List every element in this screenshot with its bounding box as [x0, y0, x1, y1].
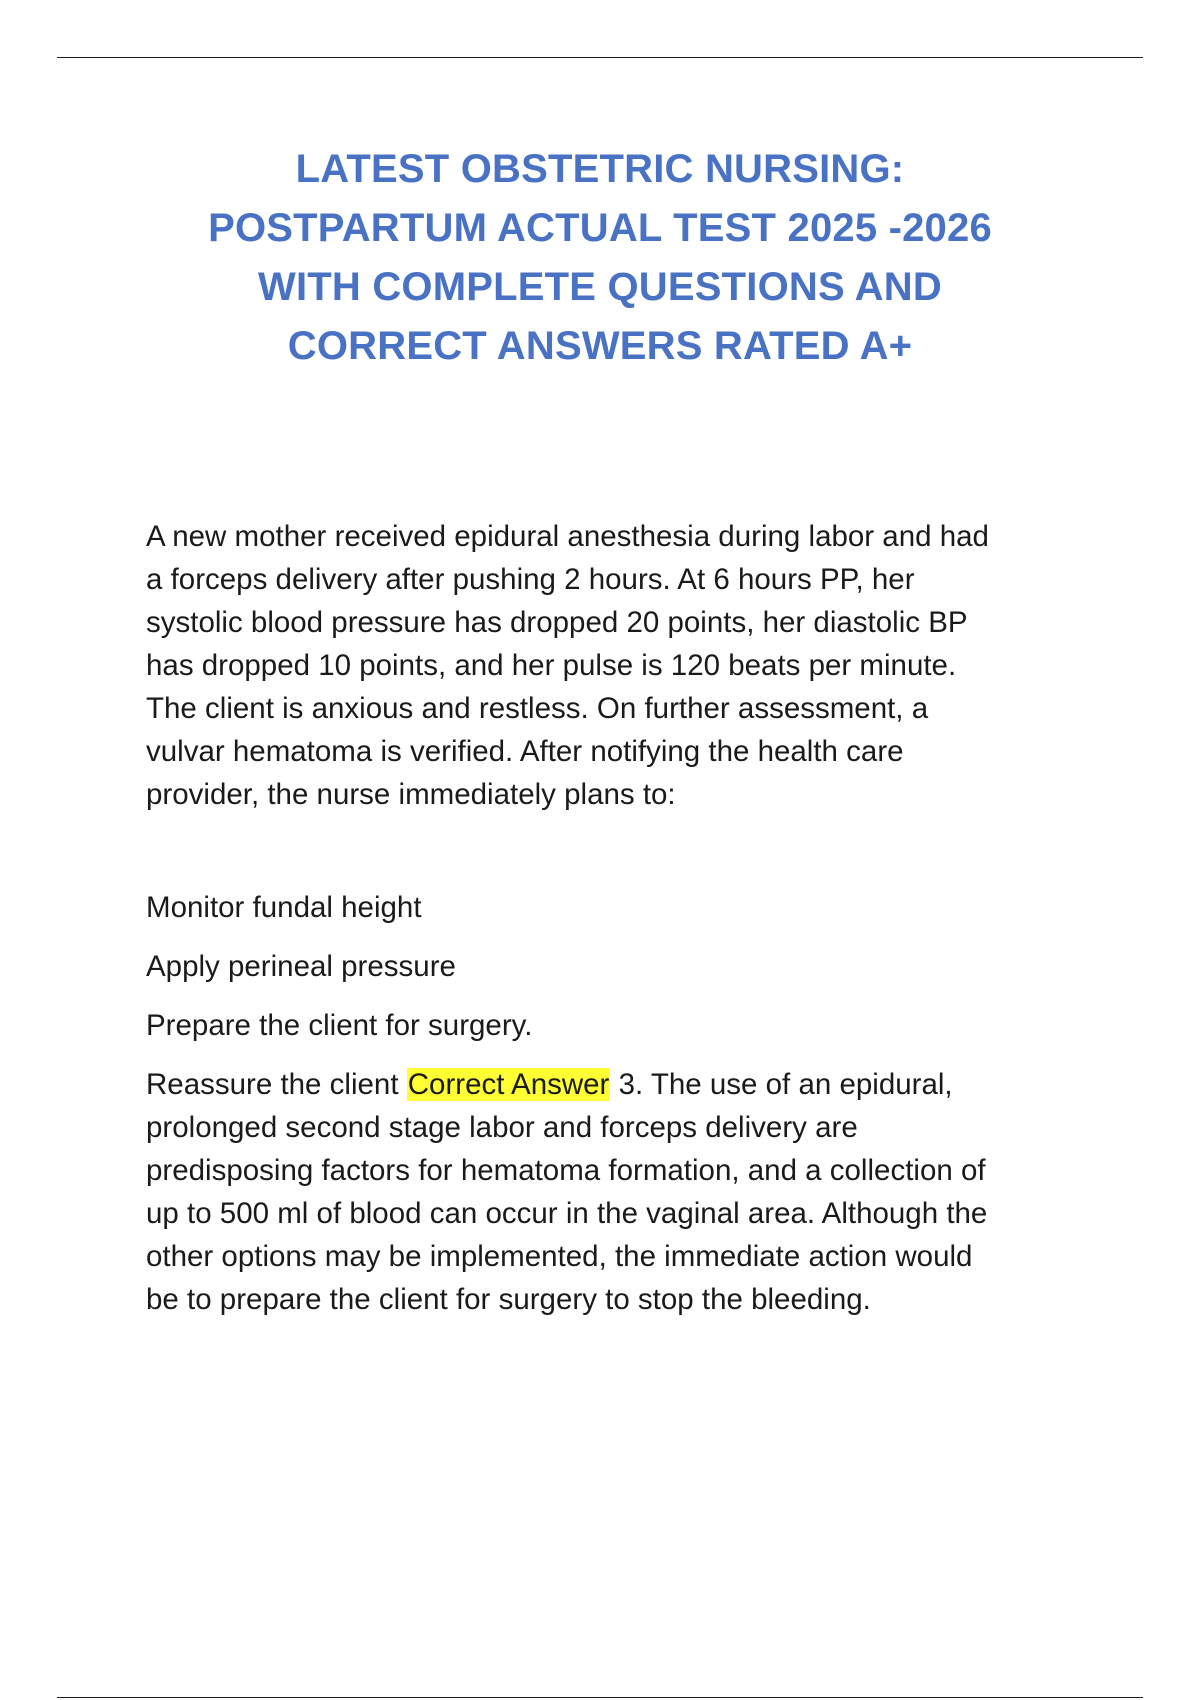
option-4-with-answer	[146, 1063, 1086, 1321]
question-line: a forceps delivery after pushing 2 hours. At 6 hours PP, her	[146, 563, 915, 596]
question-line: systolic blood pressure has dropped 20 points, her diastolic BP	[146, 606, 968, 639]
answer-first-line	[146, 1063, 1086, 1106]
option-3: Prepare the client for surgery.	[146, 1009, 533, 1042]
top-divider	[57, 57, 1143, 58]
option-1: Monitor fundal height	[146, 891, 422, 924]
question-line: The client is anxious and restless. On further assessment, a	[146, 692, 929, 725]
question-content	[146, 515, 1086, 1321]
question-line: A new mother received epidural anesthesia during labor and had	[146, 520, 989, 553]
option-2: Apply perineal pressure	[146, 950, 456, 983]
question-line: has dropped 10 points, and her pulse is 120 beats per minute.	[146, 649, 957, 682]
question-line: vulvar hematoma is verified. After notifying the health care	[146, 735, 904, 768]
correct-answer-highlight: Correct Answer	[407, 1068, 610, 1101]
bottom-divider	[57, 1697, 1143, 1698]
explanation-line: be to prepare the client for surgery to stop the bleeding.	[146, 1283, 871, 1316]
question-text	[146, 515, 1086, 816]
option-4-text: Reassure the client	[146, 1068, 399, 1101]
explanation-line: predisposing factors for hematoma formation, and a collection of	[146, 1154, 986, 1187]
answer-options	[146, 886, 1086, 1321]
title-line-4: CORRECT ANSWERS RATED A+	[287, 324, 913, 368]
explanation-line: prolonged second stage labor and forceps delivery are	[146, 1111, 858, 1144]
question-line: provider, the nurse immediately plans to:	[146, 778, 676, 811]
document-title	[100, 140, 1100, 376]
explanation-line: up to 500 ml of blood can occur in the vaginal area. Although the	[146, 1197, 988, 1230]
title-line-1: LATEST OBSTETRIC NURSING:	[295, 147, 905, 191]
explanation-line: other options may be implemented, the immediate action would	[146, 1240, 973, 1273]
title-line-3: WITH COMPLETE QUESTIONS AND	[258, 265, 942, 309]
title-line-2: POSTPARTUM ACTUAL TEST 2025 -2026	[208, 206, 992, 250]
answer-number-text: 3. The use of an epidural,	[610, 1068, 953, 1101]
